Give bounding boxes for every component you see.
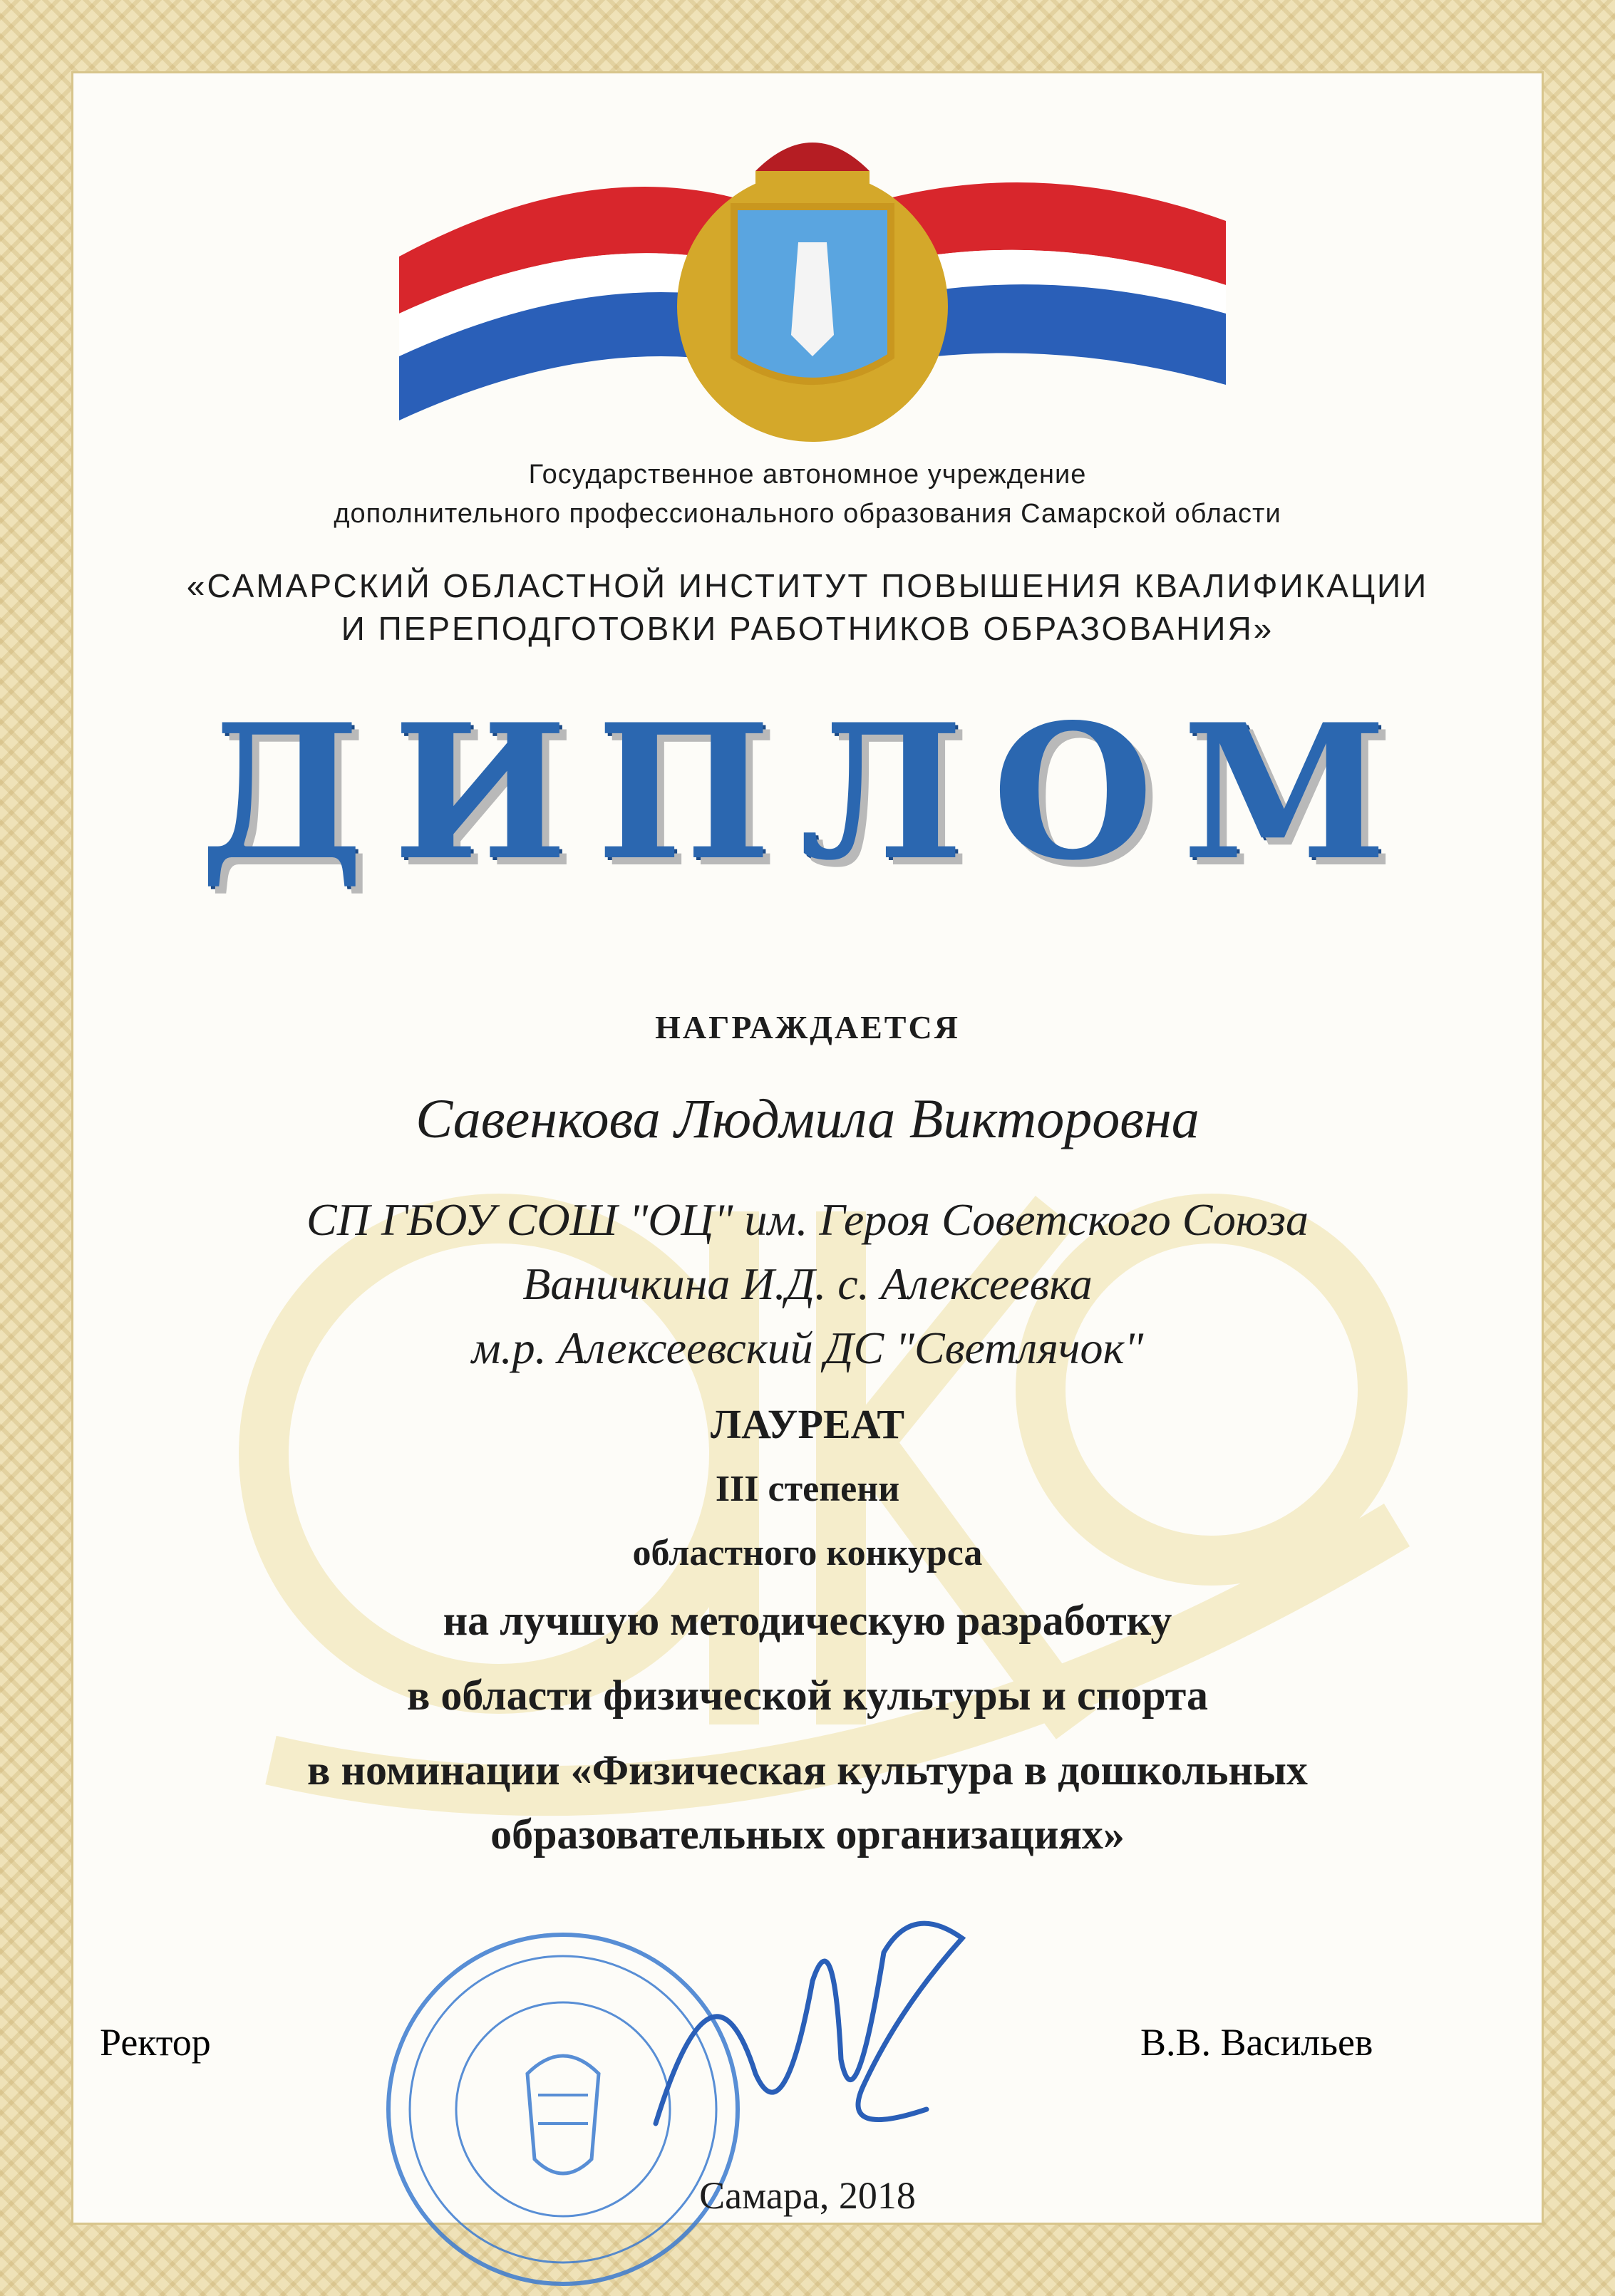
recipient-name: Савенкова Людмила Викторовна (416, 1087, 1199, 1149)
institution-line-1: СП ГБОУ СОШ "ОЦ" им. Героя Советского Союза (306, 1194, 1309, 1245)
laureate-degree: III степени (715, 1469, 900, 1509)
institution-line-3: м.р. Алексеевский ДС "Светлячок" (471, 1323, 1144, 1373)
institute-name-line-1: «САМАРСКИЙ ОБЛАСТНОЙ ИНСТИТУТ ПОВЫШЕНИЯ КВАЛИФИКАЦИИ (186, 567, 1429, 604)
nomination-line-1: в номинации «Физическая культура в дошкольных (307, 1747, 1308, 1794)
city-year: Самара, 2018 (699, 2174, 916, 2217)
institution-line-2: Ваничкина И.Д. с. Алексеевка (522, 1258, 1093, 1309)
contest-line-2: в области физической культуры и спорта (407, 1672, 1208, 1719)
contest-line-1: на лучшую методическую разработку (443, 1597, 1172, 1644)
issuer-line-1: Государственное автономное учреждение (528, 460, 1087, 490)
diploma-title: ДИПЛОМ (199, 684, 1416, 901)
laureate-title: ЛАУРЕАТ (710, 1401, 905, 1447)
contest-type: областного конкурса (632, 1533, 983, 1573)
signatory-position: Ректор (100, 2021, 211, 2064)
awarded-label: НАГРАЖДАЕТСЯ (655, 1009, 960, 1045)
signatory-name: В.В. Васильев (1140, 2021, 1373, 2064)
issuer-line-2: дополнительного профессионального образования Самарской области (334, 499, 1281, 529)
handwritten-signature (627, 1896, 998, 2166)
institute-name-line-2: И ПЕРЕПОДГОТОВКИ РАБОТНИКОВ ОБРАЗОВАНИЯ» (341, 610, 1274, 647)
nomination-line-2: образовательных организациях» (490, 1811, 1125, 1858)
samara-region-coat-of-arms-icon (371, 100, 1254, 442)
